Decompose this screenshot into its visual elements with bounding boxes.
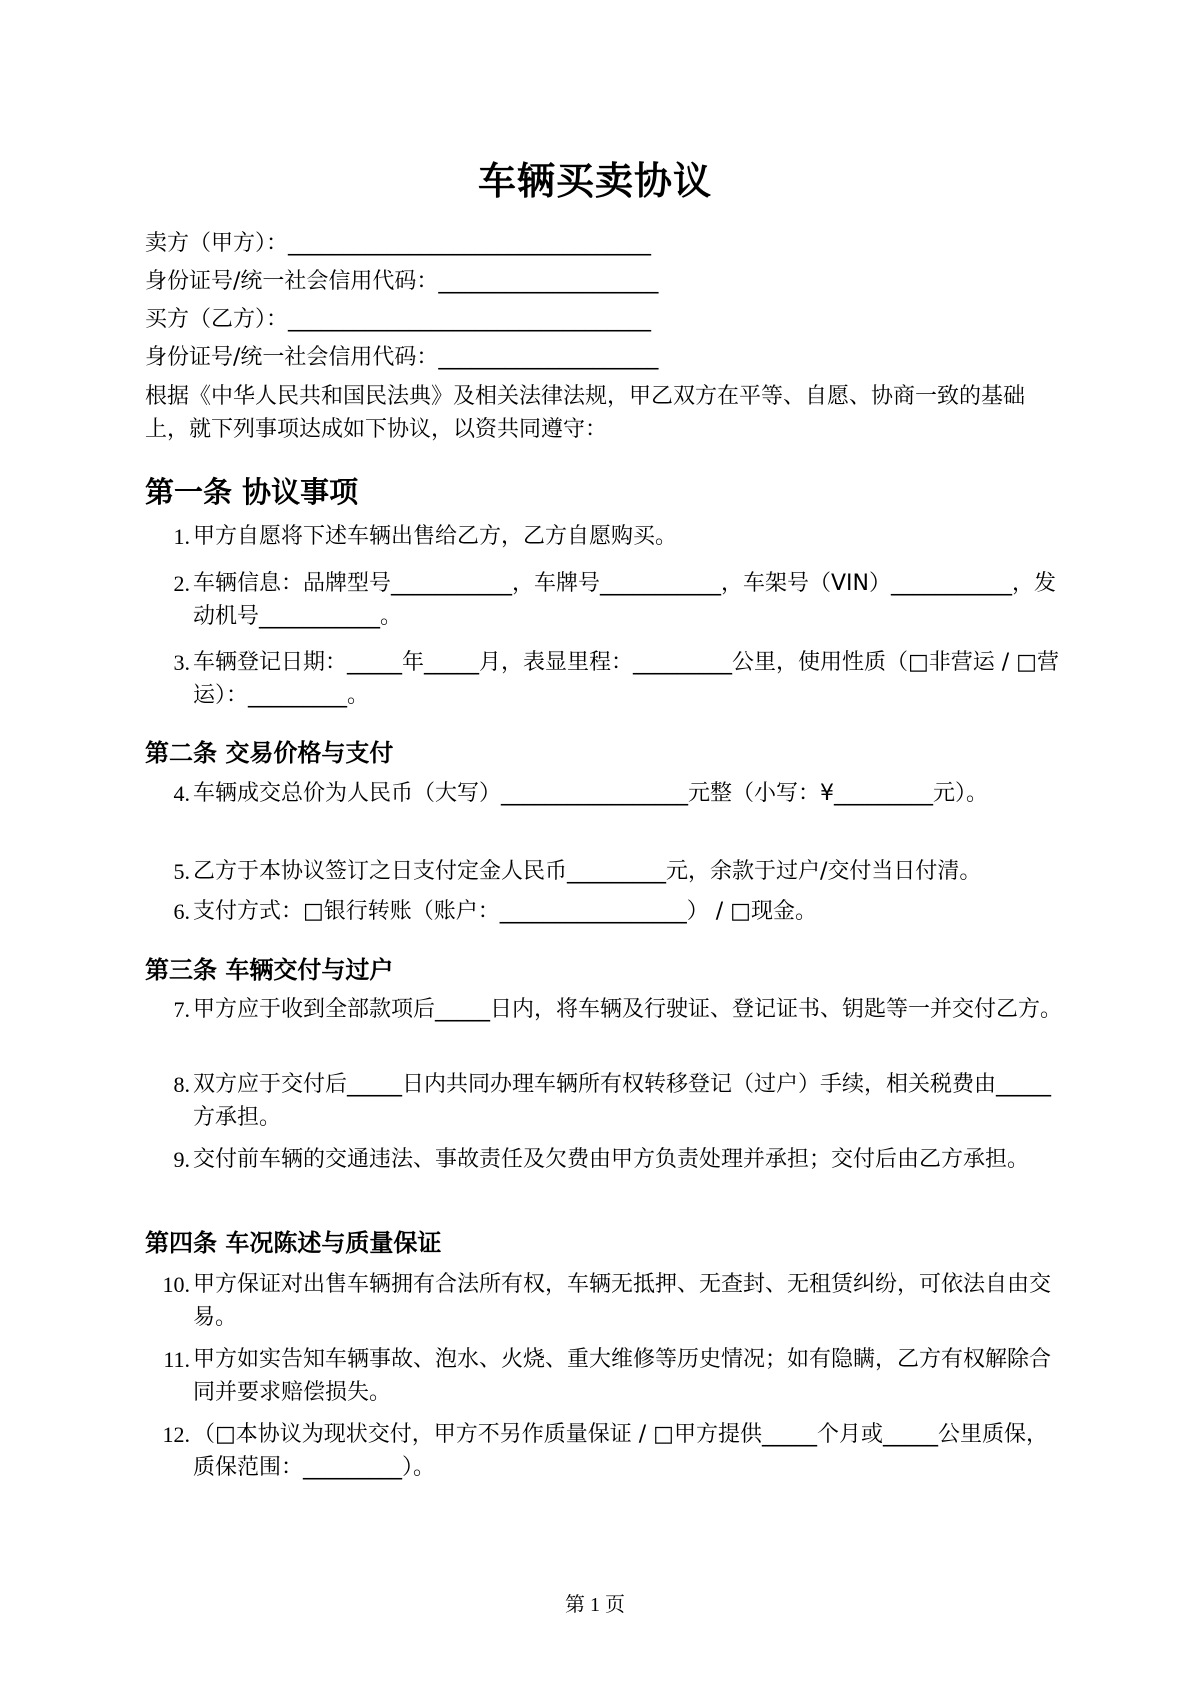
item-number: 2. [173, 571, 190, 596]
list-item [145, 1143, 1065, 1176]
item-text: 乙方于本协议签订之日支付定金人民币_________元，余款于过户/交付当日付清。 [193, 859, 982, 884]
item-number: 1. [173, 524, 190, 549]
item-text: 支付方式：□银行转账（账户：_________________） / □现金。 [193, 899, 817, 924]
item-text: 交付前车辆的交通违法、事故责任及欠费由甲方负责处理并承担；交付后由乙方承担。 [193, 1147, 1030, 1172]
list-item [145, 567, 1065, 633]
item-number: 11. [163, 1347, 190, 1372]
section-heading: 第一条 协议事项 [145, 475, 359, 509]
item-number: 10. [162, 1272, 190, 1297]
list-item [145, 1068, 1065, 1134]
list-item [145, 895, 1065, 928]
item-text: 甲方保证对出售车辆拥有合法所有权，车辆无抵押、无查封、无租赁纠纷，可依法自由交易。 [193, 1272, 1052, 1330]
list-item [145, 1418, 1065, 1484]
item-number: 4. [173, 781, 190, 806]
item-text: 车辆信息：品牌型号___________，车牌号___________，车架号（VIN）___________，发动机号___________。 [193, 571, 1056, 629]
item-number: 6. [173, 899, 190, 924]
item-number: 7. [173, 997, 190, 1022]
buyer-id-line: 身份证号/统一社会信用代码：____________________ [145, 345, 659, 370]
item-text: 甲方自愿将下述车辆出售给乙方，乙方自愿购买。 [193, 524, 678, 549]
section-heading: 第四条 车况陈述与质量保证 [145, 1229, 442, 1257]
seller-id-line: 身份证号/统一社会信用代码：____________________ [145, 269, 659, 294]
list-item [145, 777, 1065, 810]
buyer-line: 买方（乙方）：_________________________________ [145, 307, 652, 332]
item-number: 3. [173, 650, 190, 675]
document-title: 车辆买卖协议 [477, 159, 712, 203]
page-number: 第 1 页 [565, 1594, 625, 1616]
item-text: 甲方如实告知车辆事故、泡水、火烧、重大维修等历史情况；如有隐瞒，乙方有权解除合同并要求赔偿损失。 [193, 1347, 1052, 1405]
item-text: 车辆登记日期：_____年_____月，表显里程：_________公里，使用性质（□非营运 / □营运）：_________。 [193, 650, 1059, 708]
list-item [145, 1268, 1065, 1334]
list-item [145, 646, 1065, 712]
item-text: 甲方应于收到全部款项后_____日内，将车辆及行驶证、登记证书、钥匙等一并交付乙方。 [193, 997, 1063, 1022]
section-heading: 第二条 交易价格与支付 [145, 739, 394, 767]
item-number: 12. [162, 1422, 190, 1447]
item-number: 8. [173, 1072, 190, 1097]
item-text: （□本协议为现状交付，甲方不另作质量保证 / □甲方提供_____个月或_____公里质保，质保范围：_________）。 [193, 1422, 1048, 1480]
list-item [145, 993, 1065, 1026]
seller-line: 卖方（甲方）：_________________________________ [145, 231, 652, 256]
item-number: 5. [173, 859, 190, 884]
list-item [145, 1343, 1065, 1409]
item-text: 车辆成交总价为人民币（大写）_________________元整（小写：¥_________元）。 [193, 781, 988, 806]
item-text: 双方应于交付后_____日内共同办理车辆所有权转移登记（过户）手续，相关税费由_____方承担。 [193, 1072, 1052, 1130]
section-heading: 第三条 车辆交付与过户 [145, 956, 394, 984]
item-number: 9. [173, 1147, 190, 1172]
list-item [145, 855, 1065, 888]
intro-paragraph: 根据《中华人民共和国民法典》及相关法律法规，甲乙双方在平等、自愿、协商一致的基础上，就下列事项达成如下协议，以资共同遵守： [145, 384, 1026, 442]
list-item [145, 520, 1065, 553]
